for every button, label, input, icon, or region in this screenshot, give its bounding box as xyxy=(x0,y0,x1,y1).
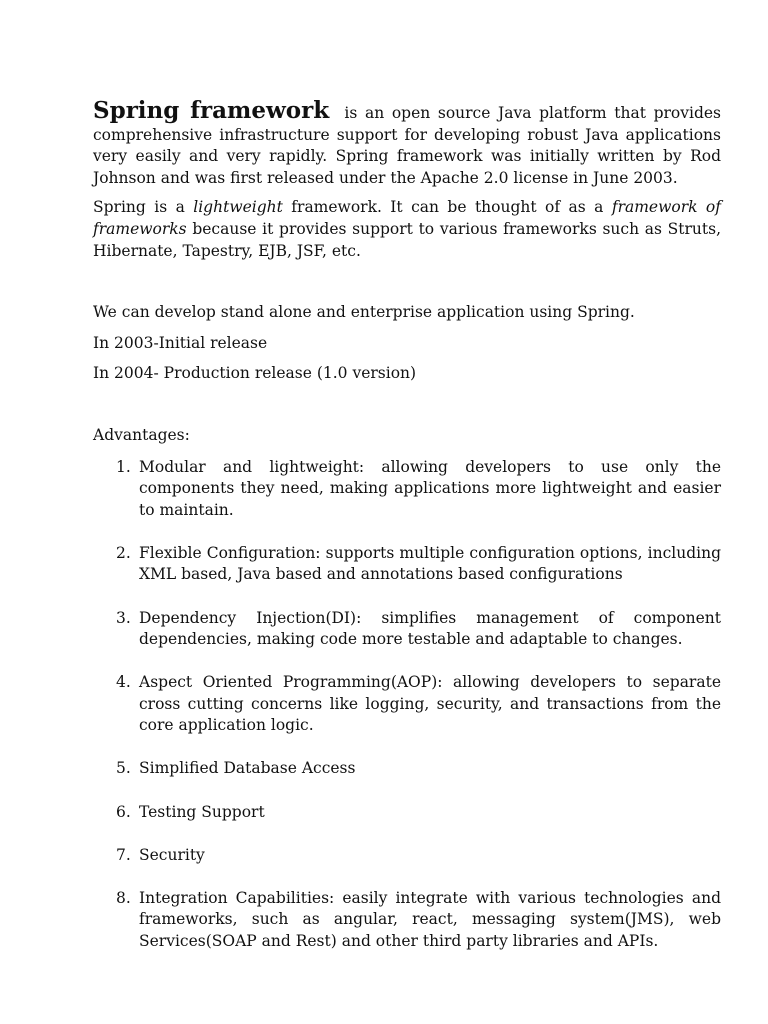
usage-line: We can develop stand alone and enterprise application using Spring. xyxy=(93,303,635,322)
advantage-text: Flexible Configuration: supports multiple configuration options, including XML based, Java based and annotations based configurations xyxy=(139,543,721,584)
definition-text-e: because it provides support to various frameworks such as Struts, Hibernate, Tapestry, EJB, JSF, etc. xyxy=(93,219,721,260)
definition-text-c: framework. It can be thought of as a xyxy=(291,198,604,217)
advantage-item xyxy=(93,608,721,651)
advantage-number: 8. xyxy=(116,888,131,907)
advantage-text: Dependency Injection(DI): simplifies management of component dependencies, making code more testable and adaptable to changes. xyxy=(139,608,721,649)
definition-paragraph xyxy=(93,197,721,262)
advantage-number: 7. xyxy=(116,845,131,864)
advantage-text: Testing Support xyxy=(139,802,265,821)
document-page xyxy=(93,97,722,974)
advantage-item xyxy=(93,543,721,586)
advantage-number: 4. xyxy=(116,673,131,692)
advantage-item xyxy=(93,845,721,867)
advantage-item xyxy=(93,802,721,824)
advantage-number: 5. xyxy=(116,759,131,778)
advantage-item xyxy=(93,457,721,522)
definition-emphasis-lightweight: lightweight xyxy=(193,198,283,217)
definition-text-a: Spring is a xyxy=(93,198,185,217)
advantage-item xyxy=(93,758,721,780)
advantage-number: 1. xyxy=(116,457,131,476)
advantage-text: Security xyxy=(139,845,205,864)
definition-emphasis-frameworks: framework of frameworks xyxy=(93,198,721,238)
advantages-list xyxy=(93,457,721,953)
advantage-item xyxy=(93,672,721,737)
release-2003-line: In 2003-Initial release xyxy=(93,333,268,352)
advantage-item xyxy=(93,888,721,953)
advantage-text: Modular and lightweight: allowing developers to use only the components they need, making applications more lightweight and easier to maintain. xyxy=(139,457,721,519)
advantage-number: 6. xyxy=(116,802,131,821)
advantage-number: 2. xyxy=(116,543,131,562)
advantage-text: Simplified Database Access xyxy=(139,759,356,778)
release-2004-line: In 2004- Production release (1.0 version) xyxy=(93,364,417,383)
document-title: Spring framework xyxy=(93,97,330,124)
intro-text: is an open source Java platform that provides comprehensive infrastructure support for developing robust Java applications very easily and very rapidly. Spring framework was initially written by Rod Johnson and was first released under the Apache 2.0 license in June 2003. xyxy=(93,104,722,187)
advantage-text: Integration Capabilities: easily integrate with various technologies and frameworks, such as angular, react, messaging system(JMS), web Services(SOAP and Rest) and other third party libraries and APIs. xyxy=(139,888,721,950)
advantage-number: 3. xyxy=(116,608,131,627)
intro-paragraph xyxy=(93,97,722,189)
advantages-heading: Advantages: xyxy=(93,425,190,444)
advantage-text: Aspect Oriented Programming(AOP): allowing developers to separate cross cutting concerns like logging, security, and transactions from the core application logic. xyxy=(139,673,721,735)
